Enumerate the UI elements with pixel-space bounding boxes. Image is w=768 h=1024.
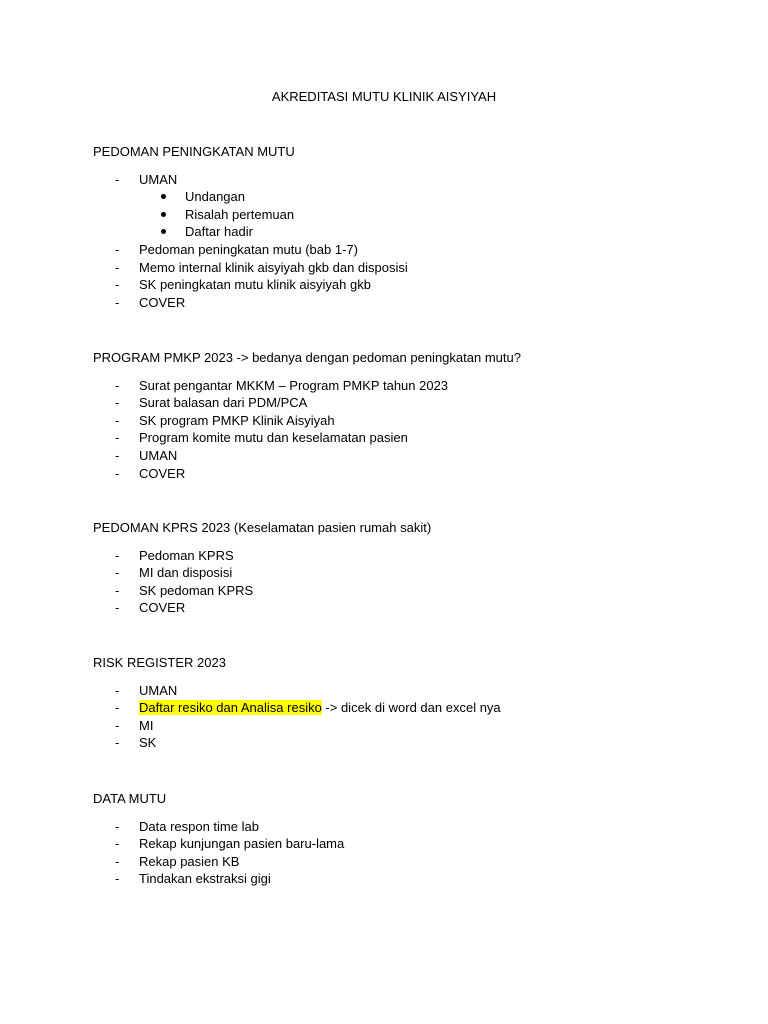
dash-marker: - bbox=[115, 682, 120, 698]
dash-marker: - bbox=[115, 836, 120, 852]
dash-marker: - bbox=[115, 447, 120, 463]
dash-marker: - bbox=[115, 277, 120, 293]
list-item-text: Surat balasan dari PDM/PCA bbox=[139, 395, 308, 411]
list-item bbox=[93, 394, 733, 412]
dash-marker: - bbox=[115, 465, 120, 481]
list-item-text: COVER bbox=[139, 465, 186, 481]
list-item-text: MI dan disposisi bbox=[139, 565, 233, 581]
dash-marker: - bbox=[115, 853, 120, 869]
dash-marker: - bbox=[115, 818, 120, 834]
dash-marker: - bbox=[115, 582, 120, 598]
highlighted-text: Daftar resiko dan Analisa resiko bbox=[139, 700, 322, 716]
list-item bbox=[93, 699, 733, 717]
dash-marker: - bbox=[115, 735, 120, 751]
document-title: AKREDITASI MUTU KLINIK AISYIYAH bbox=[271, 89, 497, 104]
sub-list-item-text: Risalah pertemuan bbox=[185, 206, 295, 222]
section-program-pmkp bbox=[93, 349, 733, 482]
list-item bbox=[93, 564, 733, 582]
list-item-text: SK program PMKP Klinik Aisyiyah bbox=[139, 412, 335, 428]
dash-marker: - bbox=[115, 395, 120, 411]
sub-item-list bbox=[139, 188, 733, 241]
list-item-text: -> dicek di word dan excel nya bbox=[321, 700, 501, 716]
section-heading: PEDOMAN KPRS 2023 (Keselamatan pasien rumah sakit) bbox=[93, 520, 432, 535]
dash-marker: - bbox=[115, 600, 120, 616]
dash-marker: - bbox=[115, 565, 120, 581]
dash-marker: - bbox=[115, 871, 120, 887]
dash-marker: - bbox=[115, 700, 120, 716]
section-heading: PROGRAM PMKP 2023 -> bedanya dengan pedoman peningkatan mutu? bbox=[93, 350, 521, 365]
list-item bbox=[93, 171, 733, 241]
bullet-dot-icon bbox=[161, 229, 166, 234]
sub-list-item bbox=[139, 188, 733, 206]
sub-list-item bbox=[139, 206, 733, 224]
dash-marker: - bbox=[115, 377, 120, 393]
list-item-text: SK pedoman KPRS bbox=[139, 582, 254, 598]
list-item-text: UMAN bbox=[139, 171, 178, 187]
list-item bbox=[93, 835, 733, 853]
dash-marker: - bbox=[115, 171, 120, 187]
section-data-mutu bbox=[93, 790, 733, 888]
sub-list-item-text: Undangan bbox=[185, 189, 245, 205]
item-list bbox=[93, 547, 733, 617]
list-item-text: Rekap kunjungan pasien baru-lama bbox=[139, 836, 345, 852]
list-item bbox=[93, 734, 733, 752]
list-item-text: MI bbox=[139, 717, 154, 733]
sub-list-item-text: Daftar hadir bbox=[185, 224, 253, 240]
dash-marker: - bbox=[115, 241, 120, 257]
item-list bbox=[93, 818, 733, 888]
section-heading: DATA MUTU bbox=[93, 791, 167, 806]
list-item-text: Tindakan ekstraksi gigi bbox=[139, 871, 271, 887]
sub-list-item bbox=[139, 223, 733, 241]
bullet-dot-icon bbox=[161, 212, 166, 217]
list-item bbox=[93, 276, 733, 294]
list-item-text: Pedoman peningkatan mutu (bab 1-7) bbox=[139, 241, 358, 257]
list-item bbox=[93, 818, 733, 836]
list-item bbox=[93, 682, 733, 700]
list-item bbox=[93, 465, 733, 483]
list-item-text: UMAN bbox=[139, 447, 178, 463]
list-item bbox=[93, 717, 733, 735]
dash-marker: - bbox=[115, 547, 120, 563]
section-heading: PEDOMAN PENINGKATAN MUTU bbox=[93, 144, 295, 159]
list-item bbox=[93, 599, 733, 617]
list-item bbox=[93, 547, 733, 565]
list-item bbox=[93, 294, 733, 312]
section-risk-register bbox=[93, 654, 733, 752]
bullet-dot-icon bbox=[161, 194, 166, 199]
list-item-text: COVER bbox=[139, 600, 186, 616]
list-item bbox=[93, 853, 733, 871]
list-item bbox=[93, 377, 733, 395]
list-item bbox=[93, 582, 733, 600]
section-pedoman-kprs bbox=[93, 519, 733, 617]
dash-marker: - bbox=[115, 430, 120, 446]
list-item-text: Surat pengantar MKKM – Program PMKP tahun 2023 bbox=[139, 377, 449, 393]
list-item bbox=[93, 259, 733, 277]
section-heading: RISK REGISTER 2023 bbox=[93, 655, 226, 670]
list-item-text: SK bbox=[139, 735, 157, 751]
list-item-text: COVER bbox=[139, 294, 186, 310]
list-item bbox=[93, 870, 733, 888]
list-item bbox=[93, 429, 733, 447]
dash-marker: - bbox=[115, 412, 120, 428]
item-list bbox=[93, 171, 733, 312]
list-item-text: Pedoman KPRS bbox=[139, 547, 234, 563]
list-item-text: Rekap pasien KB bbox=[139, 853, 240, 869]
list-item-text: Memo internal klinik aisyiyah gkb dan disposisi bbox=[139, 259, 408, 275]
list-item bbox=[93, 412, 733, 430]
item-list bbox=[93, 682, 733, 752]
dash-marker: - bbox=[115, 294, 120, 310]
item-list bbox=[93, 377, 733, 483]
list-item-text: SK peningkatan mutu klinik aisyiyah gkb bbox=[139, 277, 371, 293]
list-item-text: Data respon time lab bbox=[139, 818, 259, 834]
list-item bbox=[93, 447, 733, 465]
dash-marker: - bbox=[115, 717, 120, 733]
list-item-text: UMAN bbox=[139, 682, 178, 698]
list-item bbox=[93, 241, 733, 259]
section-pedoman-peningkatan-mutu bbox=[93, 143, 733, 311]
dash-marker: - bbox=[115, 259, 120, 275]
list-item-text: Program komite mutu dan keselamatan pasien bbox=[139, 430, 408, 446]
